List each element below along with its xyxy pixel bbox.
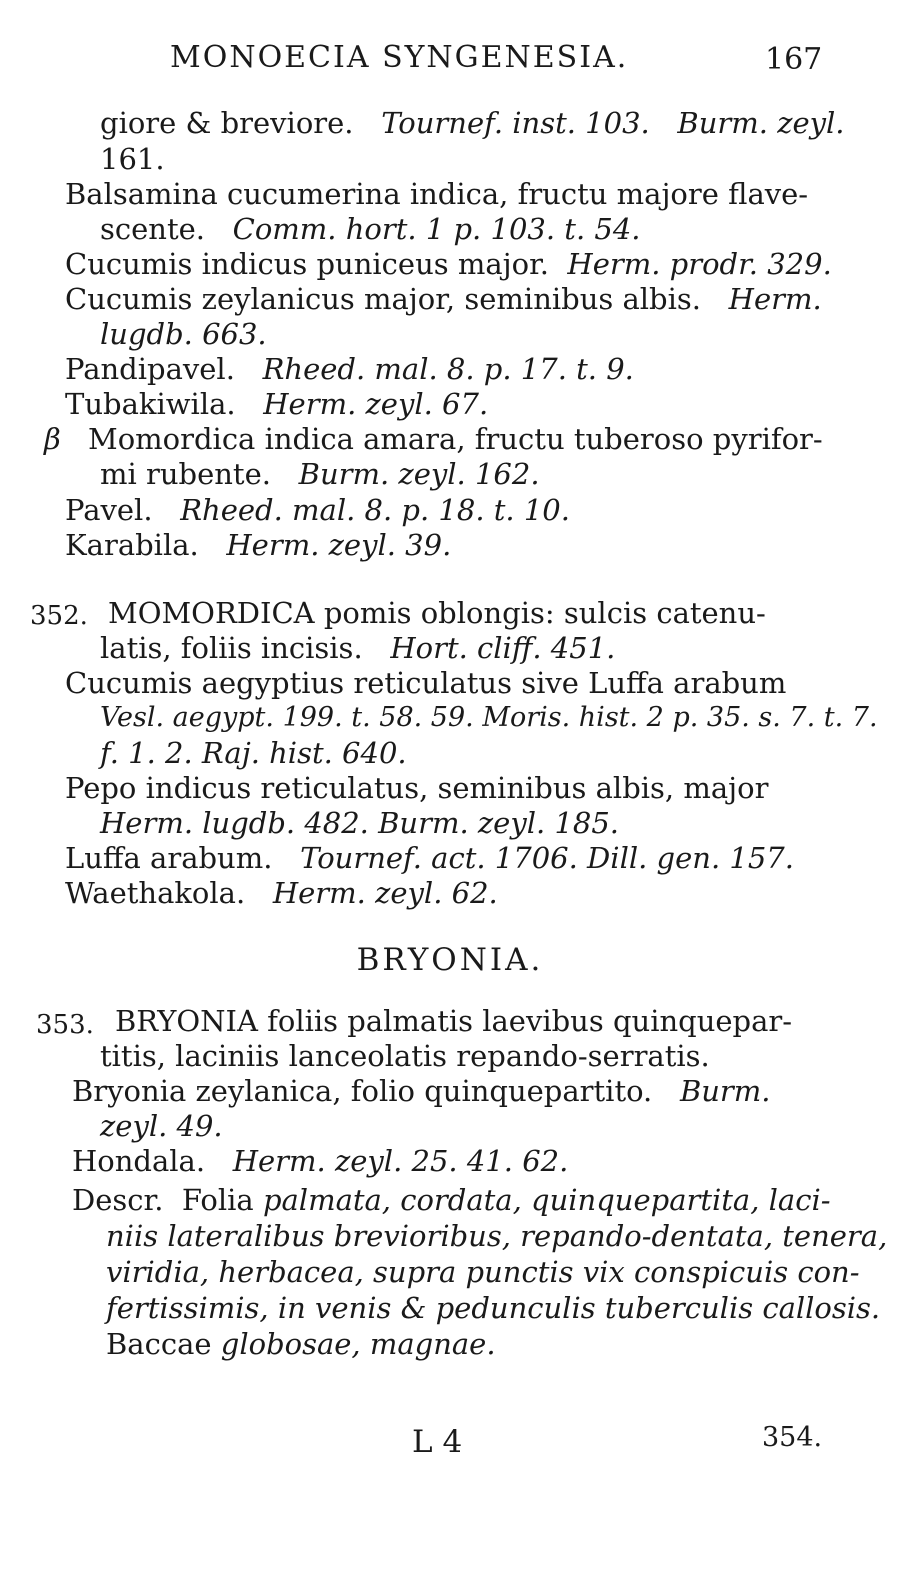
- description-line: fertissimis, in venis & pedunculis tuberculis callosis.: [106, 1291, 881, 1325]
- synonym-line: Tubakiwila. Herm. zeyl. 67.: [65, 387, 489, 421]
- synonym-line: f. 1. 2. Raj. hist. 640.: [100, 736, 407, 770]
- synonym-line: Cucumis zeylanicus major, seminibus albis. Herm.: [65, 282, 822, 316]
- synonym-line: Pavel. Rheed. mal. 8. p. 18. t. 10.: [65, 493, 570, 527]
- synonym-line: mi rubente. Burm. zeyl. 162.: [100, 457, 540, 491]
- entry-number: 352.: [30, 601, 88, 631]
- synonym-line: Pandipavel. Rheed. mal. 8. p. 17. t. 9.: [65, 352, 634, 386]
- text-line: giore & breviore. Tournef. inst. 103. Burm. zeyl.: [100, 106, 845, 140]
- synonym-line: Luffa arabum. Tournef. act. 1706. Dill. gen. 157.: [65, 841, 794, 875]
- synonym-line: Momordica indica amara, fructu tuberoso pyrifor-: [88, 422, 823, 456]
- synonym-line: Vesl. aegypt. 199. t. 58. 59. Moris. hist. 2 p. 35. s. 7. t. 7.: [100, 702, 878, 733]
- running-header: MONOECIA SYNGENESIA.: [170, 40, 629, 75]
- synonym-line: Hondala. Herm. zeyl. 25. 41. 62.: [72, 1144, 569, 1178]
- synonym-line: Herm. lugdb. 482. Burm. zeyl. 185.: [100, 806, 620, 840]
- signature-mark: L 4: [412, 1424, 463, 1460]
- description-line: Baccae globosae, magnae.: [106, 1327, 496, 1361]
- synonym-line: Bryonia zeylanica, folio quinquepartito. Burm.: [72, 1074, 771, 1108]
- description-line: viridia, herbacea, supra punctis vix conspicuis con-: [106, 1255, 860, 1289]
- synonym-line: lugdb. 663.: [100, 317, 267, 351]
- synonym-line: Karabila. Herm. zeyl. 39.: [65, 528, 452, 562]
- catchword: 354.: [762, 1422, 823, 1453]
- variety-marker: β: [44, 422, 61, 456]
- synonym-line: Cucumis aegyptius reticulatus sive Luffa arabum: [65, 666, 787, 700]
- species-diagnosis: titis, laciniis lanceolatis repando-serratis.: [100, 1039, 710, 1073]
- species-diagnosis: MOMORDICA pomis oblongis: sulcis catenu-: [108, 596, 766, 630]
- genus-heading: BRYONIA.: [356, 942, 544, 978]
- synonym-line: Pepo indicus reticulatus, seminibus albis, major: [65, 771, 769, 805]
- synonym-line: scente. Comm. hort. 1 p. 103. t. 54.: [100, 212, 641, 246]
- page-number: 167: [765, 42, 823, 77]
- species-diagnosis: BRYONIA foliis palmatis laevibus quinquepar-: [115, 1004, 793, 1038]
- synonym-line: Waethakola. Herm. zeyl. 62.: [65, 876, 498, 910]
- synonym-line: Cucumis indicus puniceus major. Herm. prodr. 329.: [65, 247, 832, 281]
- entry-number: 353.: [36, 1010, 94, 1040]
- synonym-line: Balsamina cucumerina indica, fructu majore flave-: [65, 177, 809, 211]
- description-line: Descr. Folia palmata, cordata, quinquepartita, laci-: [72, 1183, 831, 1217]
- synonym-line: zeyl. 49.: [100, 1109, 223, 1143]
- description-line: niis lateralibus brevioribus, repando-dentata, tenera,: [106, 1219, 888, 1253]
- species-diagnosis: latis, foliis incisis. Hort. cliff. 451.: [100, 631, 616, 665]
- text-line: 161.: [100, 142, 165, 176]
